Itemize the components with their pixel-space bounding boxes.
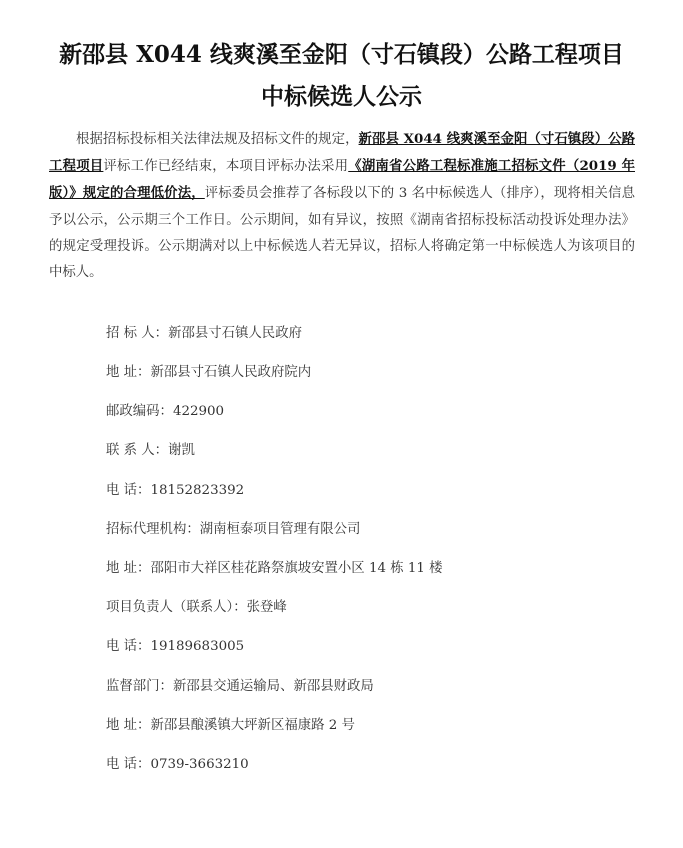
- info-value: 新邵县寸石镇人民政府院内: [150, 365, 312, 380]
- info-project-lead: [106, 598, 287, 618]
- info-contact: [106, 441, 195, 461]
- info-value: 谢凯: [168, 443, 195, 458]
- info-label: 监督部门：: [106, 679, 173, 694]
- info-agency-phone: [106, 637, 244, 657]
- info-value: 18152823392: [150, 483, 245, 498]
- info-label: 邮政编码：: [106, 404, 173, 419]
- info-supervisor: [106, 677, 374, 697]
- info-label: 招标代理机构：: [106, 522, 200, 537]
- info-supervisor-address: [106, 716, 355, 736]
- info-value: 新邵县交通运输局、新邵县财政局: [172, 679, 374, 694]
- info-label: 电 话：: [106, 757, 151, 772]
- project-name: 新邵县 X044 线爽溪至金阳（寸石镇段）公路工程项目: [49, 131, 635, 175]
- info-value: 邵阳市大祥区桂花路祭旗坡安置小区 14 栋 11 楼: [150, 561, 443, 576]
- info-label: 地 址：: [106, 718, 151, 733]
- info-value: 19189683005: [150, 639, 245, 654]
- info-agency-address: [106, 559, 443, 579]
- info-agency: [106, 520, 360, 540]
- info-tenderer: [106, 324, 302, 344]
- info-label: 联 系 人：: [106, 443, 169, 458]
- document-title-line2: 中标候选人公示: [261, 83, 422, 110]
- intro-text-2: 评标工作已经结束，本项目评标办法采用: [103, 159, 349, 175]
- info-tenderer-address: [106, 363, 311, 383]
- info-value: 新邵县酿溪镇大坪新区福康路 2 号: [150, 718, 355, 733]
- info-label: 招 标 人：: [106, 326, 169, 341]
- document-title-line1: 新邵县 X044 线爽溪至金阳（寸石镇段）公路工程项目: [59, 41, 624, 68]
- info-label: 电 话：: [106, 639, 151, 654]
- info-value: 422900: [172, 404, 225, 419]
- intro-paragraph: [49, 126, 635, 286]
- info-label: 地 址：: [106, 561, 151, 576]
- info-label: 项目负责人（联系人）：: [106, 600, 247, 615]
- intro-text-3: 评标委员会推荐了各标段以下的 3 名中标候选人（排序），现将相关信息予以公示，公示期三个工作日。公示期间，如有异议，按照《湖南省招标投标活动投诉处理办法》的规定受理投诉。公示期满对以上中标候选人若无异议，招标人将确定第一中标候选人为该项目的中标人。: [49, 186, 635, 281]
- info-postcode: [106, 402, 224, 422]
- info-value: 新邵县寸石镇人民政府: [168, 326, 302, 341]
- info-value: 0739-3663210: [150, 757, 249, 772]
- info-value: 湖南桓泰项目管理有限公司: [199, 522, 361, 537]
- info-value: 张登峰: [246, 600, 287, 615]
- evaluation-method: 《湖南省公路工程标准施工招标文件（2019 年版）》规定的合理低价法，: [49, 158, 635, 202]
- info-supervisor-phone: [106, 755, 249, 775]
- info-label: 电 话：: [106, 483, 151, 498]
- intro-text-1: 根据招标投标相关法律法规及招标文件的规定，: [76, 132, 359, 147]
- info-label: 地 址：: [106, 365, 151, 380]
- info-phone: [106, 481, 244, 501]
